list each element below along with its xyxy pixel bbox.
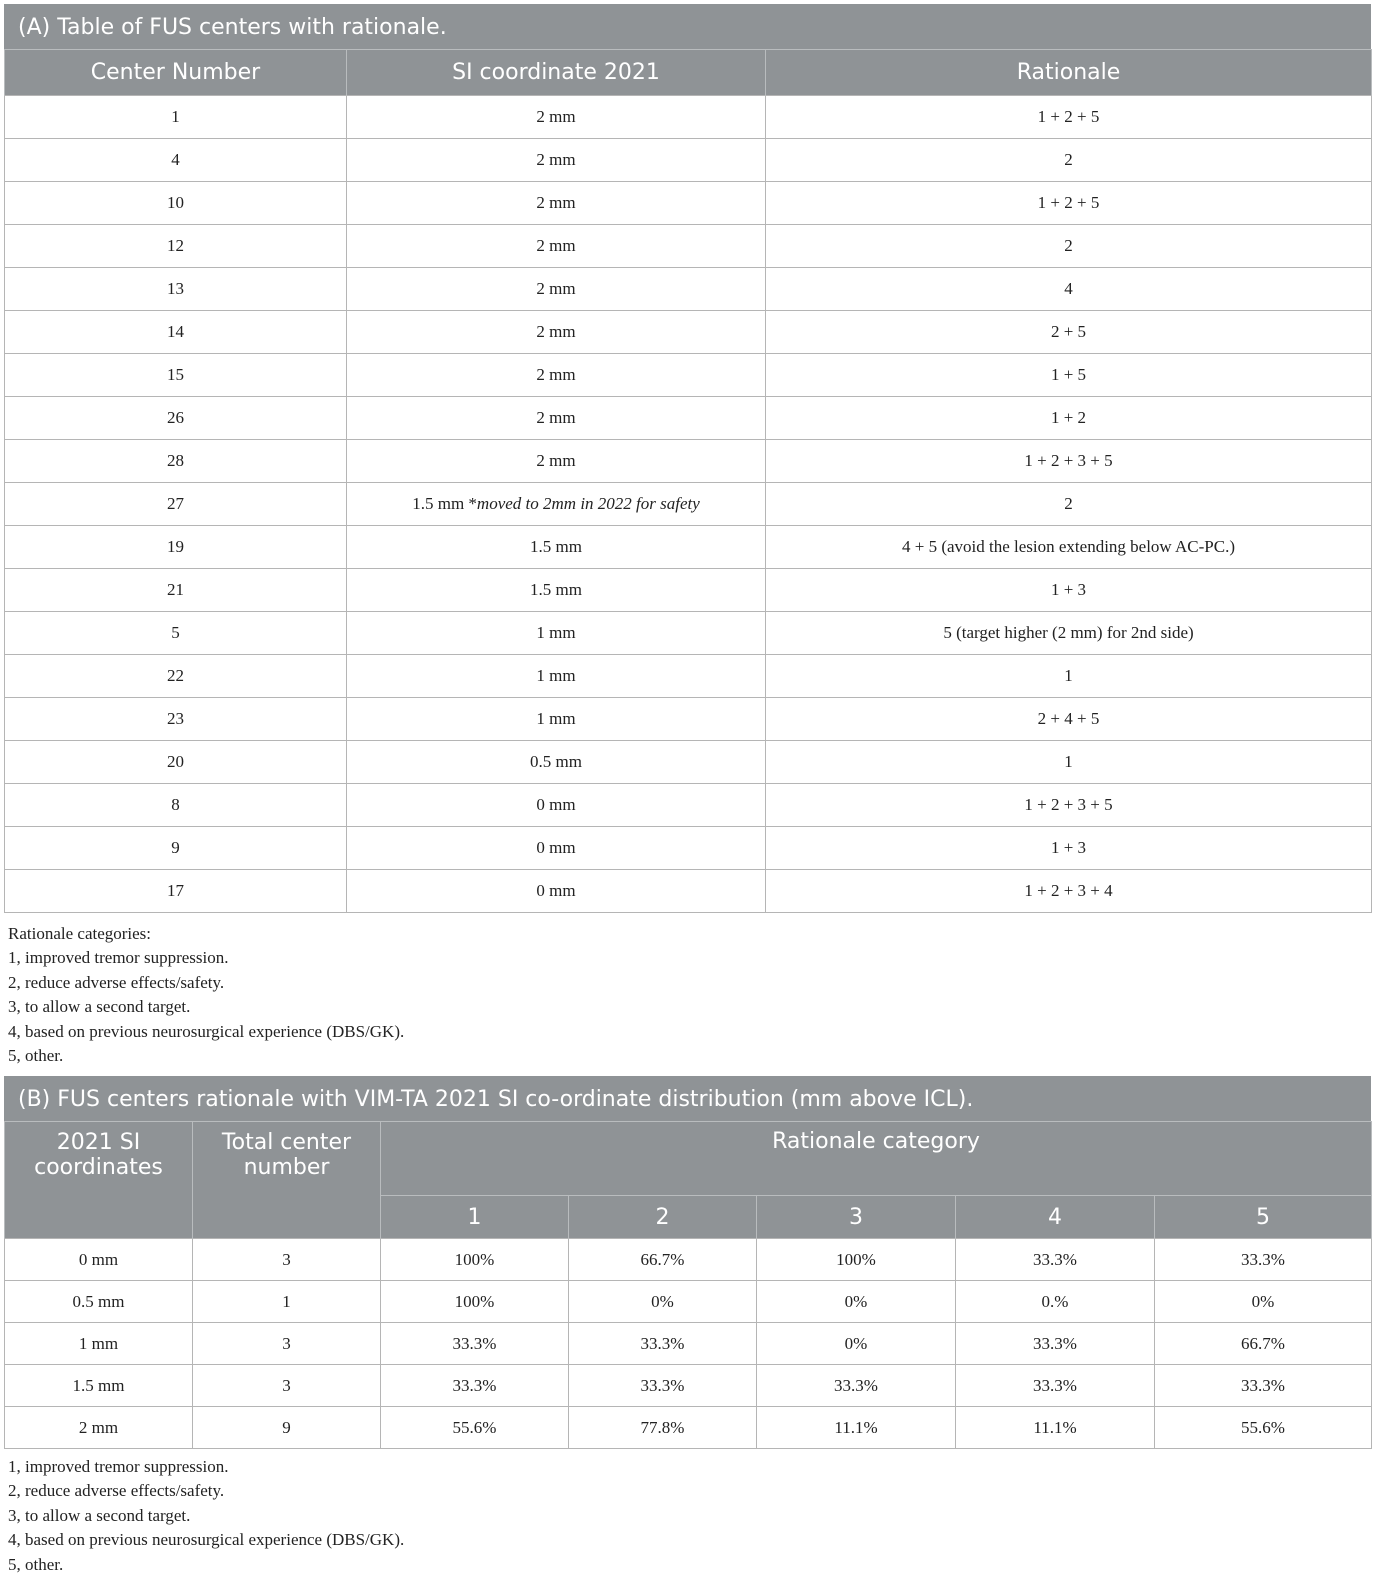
si-value: 0 mm (536, 838, 576, 857)
col-header-2021-si-coordinates: 2021 SI coordinates (5, 1122, 193, 1239)
rationale-cell: 2 (766, 225, 1372, 268)
col-header-si-coordinate: SI coordinate 2021 (347, 50, 766, 96)
col-header-rationale-category: Rationale category (381, 1122, 1372, 1196)
table-row (5, 440, 1372, 483)
table-row (5, 311, 1372, 354)
rationale-cell: 1 + 2 + 5 (766, 182, 1372, 225)
si-coordinate-cell (347, 96, 766, 139)
center-number-cell: 14 (5, 311, 347, 354)
si-note: moved to 2mm in 2022 for safety (476, 494, 700, 513)
rationale-cell: 4 + 5 (avoid the lesion extending below AC-PC.) (766, 526, 1372, 569)
si-value: 0 mm (536, 795, 576, 814)
rationale-cell: 1 + 2 + 3 + 4 (766, 870, 1372, 913)
si-coordinate-cell: 1.5 mm (5, 1365, 193, 1407)
category-4-percent-cell: 11.1% (956, 1407, 1155, 1449)
footnote-item: 5, other. (8, 1046, 64, 1066)
table-row (5, 483, 1372, 526)
center-number-cell: 10 (5, 182, 347, 225)
table-row (5, 612, 1372, 655)
category-3-percent-cell: 0% (757, 1323, 956, 1365)
footnote-item: 4, based on previous neurosurgical experience (DBS/GK). (8, 1021, 405, 1041)
center-number-cell: 26 (5, 397, 347, 440)
table-row (5, 1407, 1372, 1449)
total-center-number-cell: 3 (193, 1239, 381, 1281)
si-coordinate-cell (347, 655, 766, 698)
table-row (5, 870, 1372, 913)
si-value: 0 mm (536, 881, 576, 900)
si-value: 2 mm (536, 193, 576, 212)
center-number-cell: 15 (5, 354, 347, 397)
center-number-cell: 12 (5, 225, 347, 268)
table-a-caption: (A) Table of FUS centers with rationale. (4, 4, 1371, 49)
table-row (5, 784, 1372, 827)
category-4-percent-cell: 33.3% (956, 1323, 1155, 1365)
table-row (5, 827, 1372, 870)
category-5-percent-cell: 66.7% (1155, 1323, 1372, 1365)
si-coordinate-cell (347, 784, 766, 827)
col-header-total-center-number: Total center number (193, 1122, 381, 1239)
rationale-cell: 1 (766, 655, 1372, 698)
si-value: 1 mm (536, 623, 576, 642)
si-value: 2 mm (536, 107, 576, 126)
category-2-percent-cell: 0% (569, 1281, 757, 1323)
si-value: 2 mm (536, 279, 576, 298)
center-number-cell: 17 (5, 870, 347, 913)
table-row (5, 655, 1372, 698)
total-center-number-cell: 3 (193, 1323, 381, 1365)
si-coordinate-cell (347, 698, 766, 741)
category-3-percent-cell: 11.1% (757, 1407, 956, 1449)
category-1-percent-cell: 55.6% (381, 1407, 569, 1449)
table-row (5, 1281, 1372, 1323)
col-header-center-number: Center Number (5, 50, 347, 96)
table-b-caption: (B) FUS centers rationale with VIM-TA 2021 SI co-ordinate distribution (mm above ICL). (4, 1076, 1371, 1121)
si-value: 2 mm (536, 365, 576, 384)
footnote-item: 1, improved tremor suppression. (8, 1457, 229, 1476)
table-row (5, 397, 1372, 440)
category-2-percent-cell: 33.3% (569, 1365, 757, 1407)
category-5-percent-cell: 55.6% (1155, 1407, 1372, 1449)
rationale-cell: 2 + 5 (766, 311, 1372, 354)
si-coordinate-cell (347, 612, 766, 655)
col-header-category-1: 1 (381, 1196, 569, 1239)
category-2-percent-cell: 66.7% (569, 1239, 757, 1281)
center-number-cell: 22 (5, 655, 347, 698)
si-value: 1.5 mm (530, 537, 582, 556)
si-value: 1.5 mm * (412, 494, 477, 513)
si-coordinate-cell (347, 182, 766, 225)
table-b-footnotes (4, 1449, 1371, 1577)
rationale-cell: 2 (766, 483, 1372, 526)
table-row (5, 698, 1372, 741)
si-coordinate-cell (347, 440, 766, 483)
si-coordinate-cell (347, 870, 766, 913)
table-row (5, 1323, 1372, 1365)
rationale-cell: 1 + 3 (766, 827, 1372, 870)
center-number-cell: 21 (5, 569, 347, 612)
category-2-percent-cell: 77.8% (569, 1407, 757, 1449)
si-coordinate-cell (347, 397, 766, 440)
col-header-category-5: 5 (1155, 1196, 1372, 1239)
si-value: 1 mm (536, 709, 576, 728)
category-1-percent-cell: 100% (381, 1239, 569, 1281)
table-row (5, 1239, 1372, 1281)
footnote-item: 3, to allow a second target. (8, 997, 191, 1017)
table-a-footnotes (4, 913, 1371, 1076)
footnote-item: 4, based on previous neurosurgical experience (DBS/GK). (8, 1530, 405, 1550)
table-row (5, 96, 1372, 139)
si-coordinate-cell (347, 483, 766, 526)
table-row (5, 139, 1372, 182)
document-page (4, 4, 1371, 1577)
table-row (5, 354, 1372, 397)
rationale-cell: 5 (target higher (2 mm) for 2nd side) (766, 612, 1372, 655)
center-number-cell: 28 (5, 440, 347, 483)
center-number-cell: 27 (5, 483, 347, 526)
si-value: 2 mm (536, 451, 576, 470)
table-a-header-row (5, 50, 1372, 96)
rationale-cell: 2 + 4 + 5 (766, 698, 1372, 741)
category-2-percent-cell: 33.3% (569, 1323, 757, 1365)
category-5-percent-cell: 0% (1155, 1281, 1372, 1323)
category-4-percent-cell: 0.% (956, 1281, 1155, 1323)
si-coordinate-cell (347, 569, 766, 612)
footnote-item: 2, reduce adverse effects/safety. (8, 972, 225, 992)
si-coordinate-cell: 0 mm (5, 1239, 193, 1281)
rationale-cell: 4 (766, 268, 1372, 311)
category-4-percent-cell: 33.3% (956, 1239, 1155, 1281)
category-4-percent-cell: 33.3% (956, 1365, 1155, 1407)
center-number-cell: 1 (5, 96, 347, 139)
si-value: 1.5 mm (530, 580, 582, 599)
rationale-cell: 1 + 2 + 5 (766, 96, 1372, 139)
si-coordinate-cell (347, 354, 766, 397)
rationale-cell: 1 + 2 + 3 + 5 (766, 784, 1372, 827)
si-coordinate-cell (347, 139, 766, 182)
center-number-cell: 4 (5, 139, 347, 182)
rationale-cell: 1 + 2 + 3 + 5 (766, 440, 1372, 483)
center-number-cell: 9 (5, 827, 347, 870)
si-value: 2 mm (536, 236, 576, 255)
si-coordinate-cell (347, 268, 766, 311)
footnote-item: 5, other. (8, 1554, 64, 1574)
col-header-category-2: 2 (569, 1196, 757, 1239)
rationale-cell: 1 + 5 (766, 354, 1372, 397)
si-value: 0.5 mm (530, 752, 582, 771)
category-3-percent-cell: 100% (757, 1239, 956, 1281)
table-row (5, 268, 1372, 311)
total-center-number-cell: 1 (193, 1281, 381, 1323)
si-value: 2 mm (536, 408, 576, 427)
center-number-cell: 13 (5, 268, 347, 311)
si-coordinate-cell (347, 526, 766, 569)
table-row (5, 526, 1372, 569)
footnote-item: 3, to allow a second target. (8, 1505, 191, 1525)
category-1-percent-cell: 33.3% (381, 1365, 569, 1407)
rationale-cell: 1 + 3 (766, 569, 1372, 612)
total-center-number-cell: 3 (193, 1365, 381, 1407)
rationale-cell: 1 + 2 (766, 397, 1372, 440)
center-number-cell: 19 (5, 526, 347, 569)
rationale-cell: 1 (766, 741, 1372, 784)
si-value: 2 mm (536, 150, 576, 169)
center-number-cell: 5 (5, 612, 347, 655)
col-header-category-4: 4 (956, 1196, 1155, 1239)
si-coordinate-cell: 0.5 mm (5, 1281, 193, 1323)
si-coordinate-cell (347, 225, 766, 268)
category-3-percent-cell: 0% (757, 1281, 956, 1323)
table-a (4, 49, 1372, 913)
center-number-cell: 8 (5, 784, 347, 827)
table-row (5, 1365, 1372, 1407)
total-center-number-cell: 9 (193, 1407, 381, 1449)
category-1-percent-cell: 100% (381, 1281, 569, 1323)
table-b (4, 1121, 1372, 1449)
footnote-title: Rationale categories: (8, 924, 152, 943)
table-row (5, 182, 1372, 225)
category-3-percent-cell: 33.3% (757, 1365, 956, 1407)
table-b-header-row (5, 1122, 1372, 1196)
table-row (5, 569, 1372, 612)
si-value: 2 mm (536, 322, 576, 341)
footnote-item: 1, improved tremor suppression. (8, 948, 229, 968)
si-coordinate-cell (347, 741, 766, 784)
category-5-percent-cell: 33.3% (1155, 1239, 1372, 1281)
center-number-cell: 20 (5, 741, 347, 784)
category-1-percent-cell: 33.3% (381, 1323, 569, 1365)
col-header-rationale: Rationale (766, 50, 1372, 96)
table-b-body (5, 1239, 1372, 1449)
rationale-cell: 2 (766, 139, 1372, 182)
col-header-category-3: 3 (757, 1196, 956, 1239)
footnote-item: 2, reduce adverse effects/safety. (8, 1481, 225, 1501)
si-coordinate-cell (347, 311, 766, 354)
table-row (5, 225, 1372, 268)
si-value: 1 mm (536, 666, 576, 685)
category-5-percent-cell: 33.3% (1155, 1365, 1372, 1407)
si-coordinate-cell: 1 mm (5, 1323, 193, 1365)
center-number-cell: 23 (5, 698, 347, 741)
table-a-body (5, 96, 1372, 913)
si-coordinate-cell (347, 827, 766, 870)
si-coordinate-cell: 2 mm (5, 1407, 193, 1449)
table-row (5, 741, 1372, 784)
